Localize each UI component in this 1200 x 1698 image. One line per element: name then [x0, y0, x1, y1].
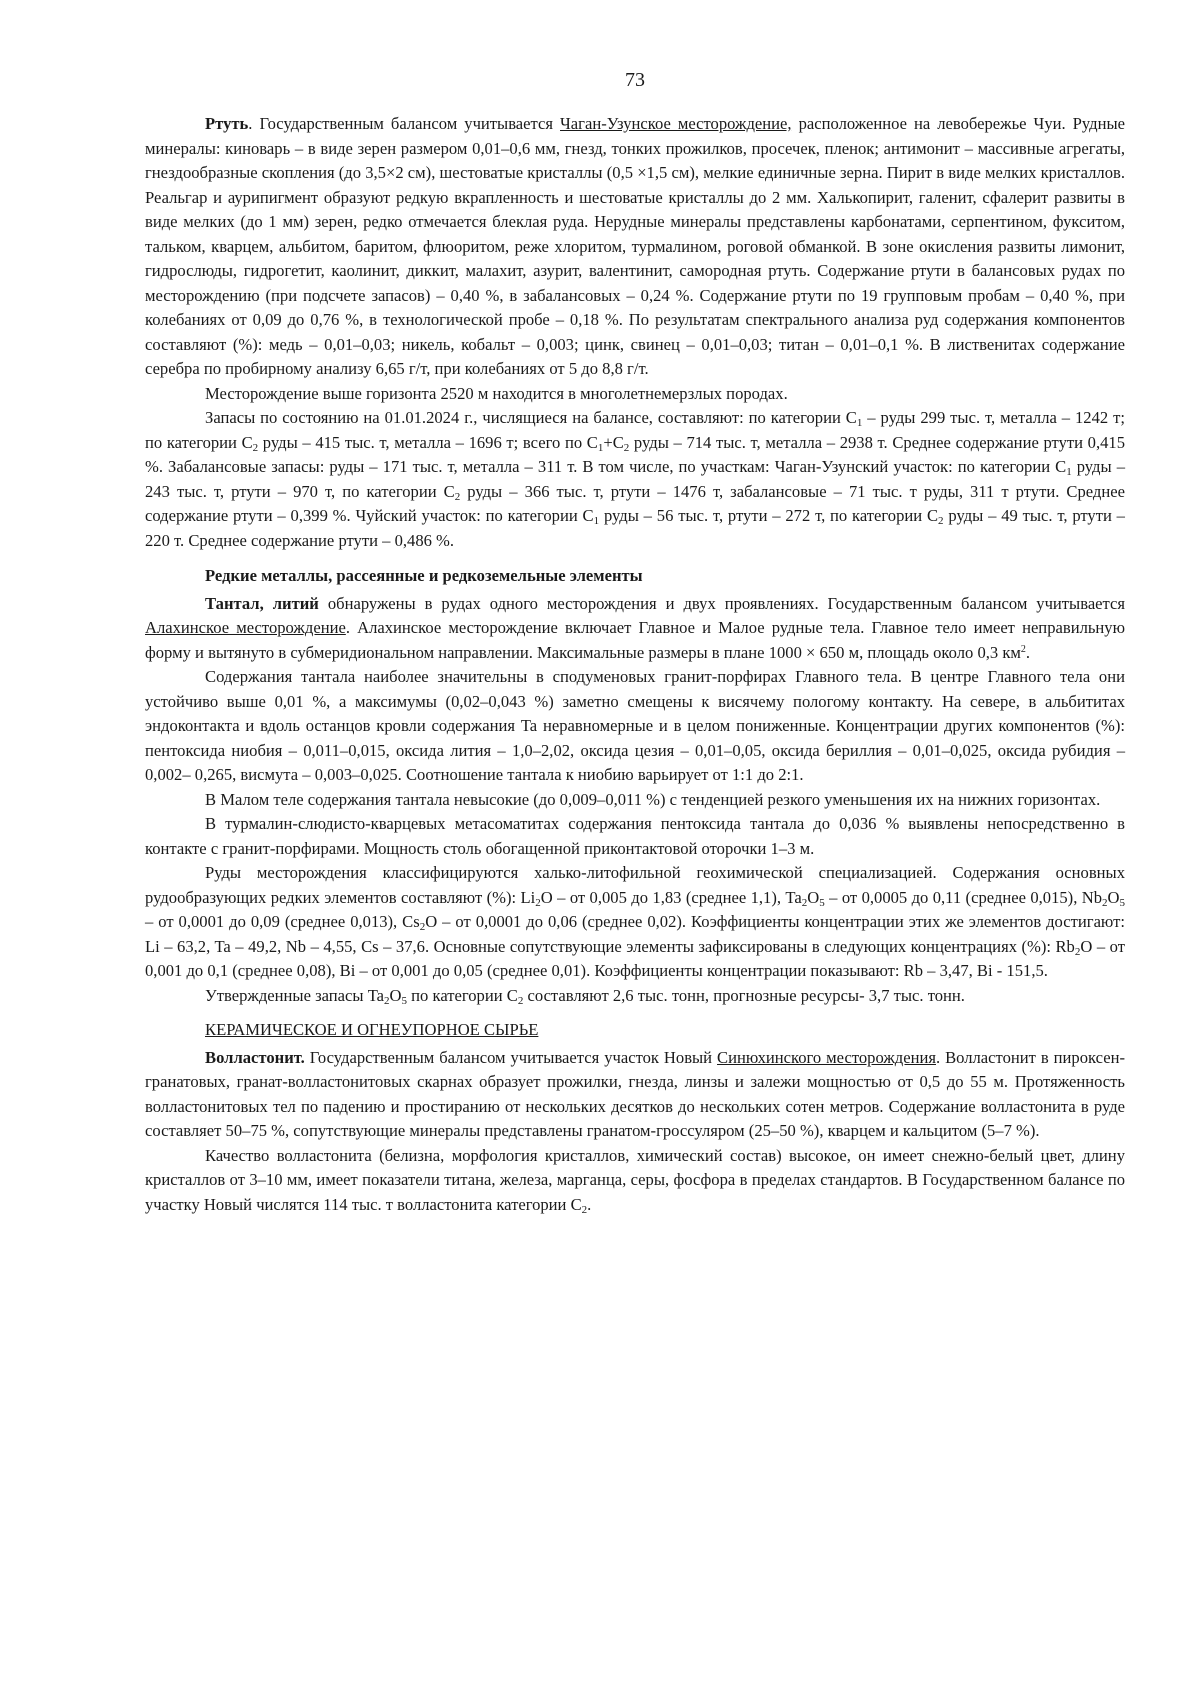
- paragraph-mercury-intro: Ртуть. Государственным балансом учитывается Чаган-Узунское месторождение, расположенное на левобережье Чуи. Рудные минералы: киноварь – в виде зерен размером 0,01–0,6 мм, гнезд, тонких прожилков, просечек, пленок; антимонит – массивные агрегаты, гнездообразные скопления (до 3,5×2 см), шестоватые кристаллы (0,5 ×1,5 см), мелкие единичные зерна. Пирит в виде мелких кристаллов. Реальгар и аурипигмент образуют редкую вкрапленность и шестоватые кристаллы до 2 мм. Халькопирит, галенит, сфалерит развиты в виде мелких (до 1 мм) зерен, редко отмечается блеклая руда. Нерудные минералы представлены карбонатами, серпентином, фукситом, тальком, кварцем, альбитом, баритом, флюоритом, реже хлоритом, турмалином, роговой обманкой. В зоне окисления развиты лимонит, гидрослюды, гидрогетит, каолинит, диккит, малахит, азурит, валентинит, самородная ртуть. Содержание ртути в балансовых рудах по месторождению (при подсчете запасов) – 0,40 %, в забалансовых – 0,24 %. Содержание ртути по 19 групповым пробам – 0,40 %, при колебаниях от 0,09 до 0,76 %, в технологической пробе – 0,18 %. По результатам спектрального анализа руд содержания компонентов составляют (%): медь – 0,01–0,03; никель, кобальт – 0,003; цинк, свинец – 0,01–0,03; титан – 0,01–0,1 %. В лиственитах содержание серебра по пробирному анализу 6,65 г/т, при колебаниях от 5 до 8,8 г/т.: [145, 114, 1125, 378]
- paragraph-wollastonite-quality: Качество волластонита (белизна, морфология кристаллов, химический состав) высокое, он имеет снежно-белый цвет, длину кристаллов от 3–10 мм, имеет показатели титана, железа, марганца, серы, фосфора в пределах стандартов. В Государственном балансе по участку Новый числятся 114 тыс. т волластонита категории $С_2$.: [145, 1145, 1125, 1216]
- link-chagan-uzun-deposit[interactable]: Чаган-Узунское месторождение,: [560, 114, 792, 133]
- page-number: 73: [625, 69, 645, 91]
- term-mercury: Ртуть: [205, 114, 249, 133]
- heading-ceramic-raw-materials: КЕРАМИЧЕСКОЕ И ОГНЕУПОРНОЕ СЫРЬЕ: [205, 1020, 539, 1039]
- link-sinyukha-deposit[interactable]: Синюхинского месторождения: [717, 1047, 936, 1067]
- term-wollastonite: Волластонит.: [205, 1047, 305, 1067]
- paragraph-ore-geochemistry: Руды месторождения классифицируются халько-литофильной геохимической специализацией. Содержания основных рудообразующих редких элементов составляют (%): $Li_2O$ – от 0,005 до 1,83 (среднее 1,1), $Ta_2O_5$ – от 0,0005 до 0,11 (среднее 0,015), $Nb_2O_5$ – от 0,0001 до 0,09 (среднее 0,013), $Cs_2O$ – от 0,0001 до 0,06 (среднее 0,02). Коэффициенты концентрации этих же элементов достигают: Li – 63,2, Ta – 49,2, Nb – 4,55, Cs – 37,6. Основные сопутствующие элементы зафиксированы в следующих концентрациях (%): $Rb_2O$ – от 0,001 до 0,1 (среднее 0,08), Bi – от 0,001 до 0,05 (среднее 0,01). Коэффициенты концентрации показывают: Rb – 3,47, Bi - 151,5.: [145, 863, 1125, 980]
- paragraph-tantalum-intro: Тантал, литий обнаружены в рудах одного месторождения и двух проявлениях. Государственным балансом учитывается Алахинское месторождение. Алахинское месторождение включает Главное и Малое рудные тела. Главное тело имеет неправильную форму и вытянуто в субмеридиональном направлении. Максимальные размеры в плане 1000 × 650 м, площадь около 0,3 $км^2$.: [145, 593, 1126, 662]
- paragraph-tantalum-main-body: Содержания тантала наиболее значительны в сподуменовых гранит-порфирах Главного тела. В центре Главного тела они устойчиво выше 0,01 %, а максимумы (0,02–0,043 %) заметно смещены к висячему пологому контакту. На севере, в альбититах эндоконтакта и вдоль останцов кровли содержания Ta неравномерные и в целом пониженные. Концентрации других компонентов (%): пентоксида ниобия – 0,011–0,015, оксида лития – 1,0–2,02, оксида цезия – 0,01–0,05, оксида бериллия – 0,01–0,025, оксида рубидия – 0,002– 0,265, висмута – 0,003–0,025. Соотношение тантала к ниобию варьирует от 1:1 до 2:1.: [145, 667, 1125, 784]
- paragraph-wollastonite-intro: Волластонит. Государственным балансом учитывается участок Новый Синюхинского месторождения. Волластонит в пироксен-гранатовых, гранат-волластонитовых скарнах образует прожилки, гнезда, линзы и залежи мощностью от 0,5 до 55 м. Протяженность волластонитовых тел по падению и простиранию от нескольких десятков до нескольких сотен метров. Содержание волластонита в руде составляет 50–75 %, сопутствующие минералы представлены гранатом-гроссуляром (25–50 %), кварцем и кальцитом (5–7 %).: [145, 1047, 1125, 1140]
- paragraph-permafrost: Месторождение выше горизонта 2520 м находится в многолетнемерзлых породах.: [205, 383, 788, 403]
- paragraph-metasomatites: В турмалин-слюдисто-кварцевых метасоматитах содержания пентоксида тантала до 0,036 % выявлены непосредственно в контакте с гранит-порфирами. Мощность столь обогащенной приконтактовой оторочки 1–3 м.: [145, 814, 1125, 858]
- term-tantalum-lithium: Тантал, литий: [205, 593, 319, 613]
- paragraph-tantalum-small-body: В Малом теле содержания тантала невысокие (до 0,009–0,011 %) с тенденцией резкого уменьшения их на нижних горизонтах.: [205, 789, 1101, 809]
- link-alakha-deposit[interactable]: Алахинское месторождение: [145, 618, 346, 637]
- heading-rare-metals: Редкие металлы, рассеянные и редкоземельные элементы: [205, 566, 643, 585]
- paragraph-tantalum-reserves: Утвержденные запасы $Ta_2O_5$ по категории $С_2$ составляют 2,6 тыс. тонн, прогнозные ресурсы- 3,7 тыс. тонн.: [205, 985, 965, 1007]
- paragraph-mercury-reserves: Запасы по состоянию на 01.01.2024 г., числящиеся на балансе, составляют: по категории $С_1$ – руды 299 тыс. т, металла – 1242 т; по категории $С_2$ руды – 415 тыс. т, металла – 1696 т; всего по $С_1+С_2$ руды – 714 тыс. т, металла – 2938 т. Среднее содержание ртути 0,415 %. Забалансовые запасы: руды – 171 тыс. т, металла – 311 т. В том числе, по участкам: Чаган-Узунский участок: по категории $С_1$ руды – 243 тыс. т, ртути – 970 т, по категории $С_2$ руды – 366 тыс. т, ртути – 1476 т, забалансовые – 71 тыс. т руды, 311 т ртути. Среднее содержание ртути – 0,399 %. Чуйский участок: по категории $С_1$ руды – 56 тыс. т, ртути – 272 т, по категории $С_2$ руды – 49 тыс. т, ртути – 220 т. Среднее содержание ртути – 0,486 %.: [145, 408, 1125, 550]
- document-page: [145, 68, 1125, 1217]
